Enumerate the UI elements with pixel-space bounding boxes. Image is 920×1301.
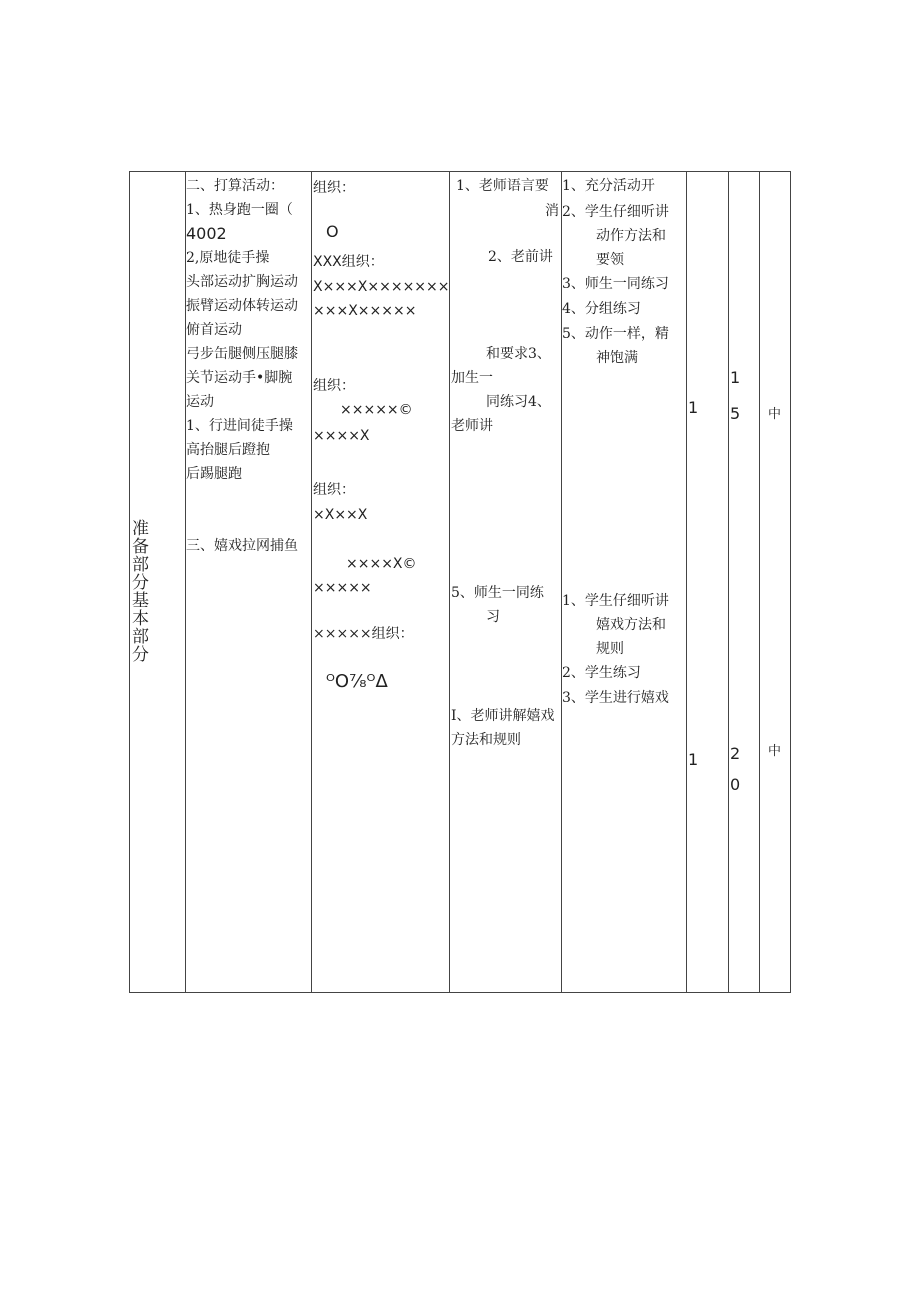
column-divider <box>728 172 729 992</box>
time-digit: 1 <box>730 368 741 387</box>
org-line: 组织： <box>313 180 355 196</box>
student-line: 神饱满 <box>596 350 638 366</box>
student-line: 嬉戏方法和 <box>596 617 666 633</box>
content-line: 三、嬉戏拉网捕鱼 <box>186 538 298 554</box>
student-line: 规则 <box>596 641 624 657</box>
student-line: 4、分组练习 <box>562 301 641 317</box>
student-line: 1、学生仔细听讲 <box>562 593 669 609</box>
org-line: ×××××© <box>340 402 413 418</box>
teacher-line: 习 <box>486 609 500 625</box>
student-line: 要领 <box>596 252 624 268</box>
content-line: 振臂运动体转运动 <box>186 298 298 314</box>
teacher-line: 和要求3、 <box>486 346 551 362</box>
org-line: O <box>326 222 339 241</box>
content-line: 高抬腿后蹬抱 <box>186 442 270 458</box>
org-line: ××××× <box>313 580 372 596</box>
content-line: 弓步缶腿侧压腿膝 <box>186 346 298 362</box>
content-line: 2,原地徒手操 <box>186 250 270 266</box>
teacher-line: 方法和规则 <box>451 732 521 748</box>
org-line: ××××X© <box>346 556 417 572</box>
column-divider <box>686 172 687 992</box>
content-line: 二、打算活动： <box>186 178 284 194</box>
column-divider <box>759 172 760 992</box>
teacher-line: 1、老师语言要 <box>456 178 549 194</box>
teacher-line: 消 <box>545 203 559 219</box>
time-digit: 0 <box>730 775 741 794</box>
count-value: 1 <box>688 750 699 769</box>
org-line: ×××××组织： <box>313 626 414 642</box>
org-line: X×××X××××××× <box>313 279 450 295</box>
teacher-line: 同练习4、 <box>486 394 551 410</box>
student-line: 1、充分活动开 <box>562 178 655 194</box>
content-line: 后踢腿跑 <box>186 466 242 482</box>
teacher-line: I、老师讲解嬉戏 <box>451 708 555 724</box>
teacher-line: 2、老前讲 <box>488 249 553 265</box>
section-label: 准备部分基本部分 <box>132 519 149 665</box>
student-line: 3、学生进行嬉戏 <box>562 690 669 706</box>
student-line: 5、动作一样，精 <box>562 326 669 342</box>
student-line: 3、师生一同练习 <box>562 276 669 292</box>
content-line: 运动 <box>186 394 214 410</box>
time-digit: 2 <box>730 744 741 763</box>
content-line: 头部运动扩胸运动 <box>186 274 298 290</box>
teacher-line: 加生一 <box>451 370 493 386</box>
org-line: XXX组织： <box>313 254 384 270</box>
content-line: 1、行进间徒手操 <box>186 418 293 434</box>
content-line: 1、热身跑一圈（ <box>186 202 293 218</box>
org-line: ×××X××××× <box>313 303 417 319</box>
time-digit: 5 <box>730 404 741 423</box>
count-value: 1 <box>688 398 699 417</box>
content-line: 关节运动手•脚腕 <box>186 370 293 386</box>
org-line: 组织： <box>313 378 355 394</box>
intensity-value: 中 <box>768 744 782 759</box>
student-line: 2、学生练习 <box>562 665 641 681</box>
teacher-line: 老师讲 <box>451 418 493 434</box>
student-line: 2、学生仔细听讲 <box>562 204 669 220</box>
teacher-line: 5、师生一同练 <box>451 585 544 601</box>
org-formation: ᴼO⁷⁄₈ᴼΔ <box>326 671 388 692</box>
org-line: ×X××X <box>313 507 368 523</box>
column-divider <box>311 172 312 992</box>
student-line: 动作方法和 <box>596 228 666 244</box>
intensity-value: 中 <box>768 407 782 422</box>
content-line: 4002 <box>186 224 227 243</box>
org-line: 组织： <box>313 482 355 498</box>
org-line: ××××X <box>313 428 370 444</box>
content-line: 俯首运动 <box>186 322 242 338</box>
